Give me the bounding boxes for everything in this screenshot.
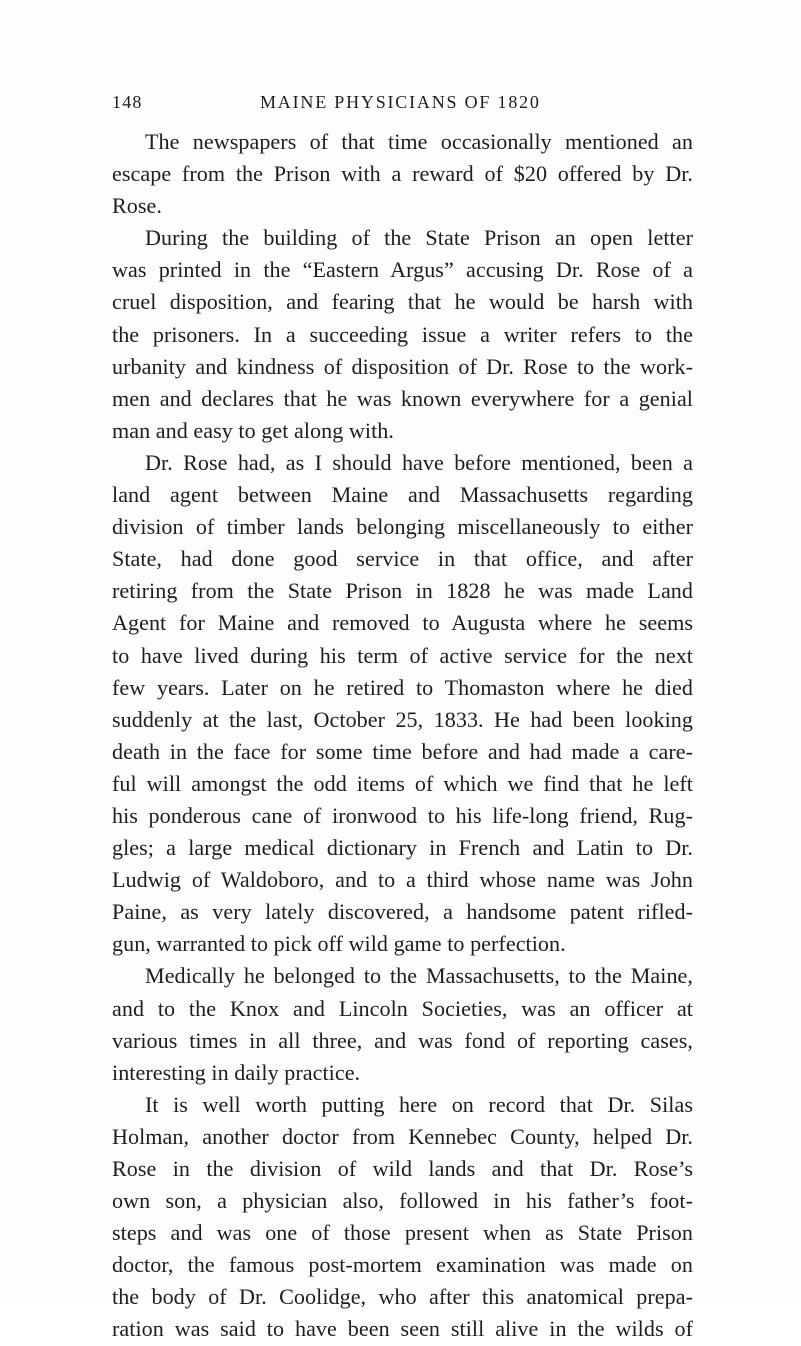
text-line: It is well worth putting here on record that Dr. Silas [145,1091,693,1117]
text-line: the prisoners. In a succeeding issue a writer refers to the [112,321,693,347]
text-line: interesting in daily practice. [112,1059,361,1085]
text-line: man and easy to get along with. [112,417,394,443]
text-line: men and declares that he was known everywhere for a genial [112,385,693,411]
text-line: Ludwig of Waldoboro, and to a third whose name was John [112,867,693,893]
text-line: gun, warranted to pick off wild game to perfection. [112,931,566,957]
text-line: suddenly at the last, October 25, 1833. He had been looking [112,706,693,732]
text-line: and to the Knox and Lincoln Societies, was an officer at [112,995,693,1021]
text-line: doctor, the famous post-mortem examination was made on [112,1252,693,1278]
text-line: Medically he belonged to the Massachusetts, to the Maine, [145,963,693,989]
page-title: MAINE PHYSICIANS OF 1820 [260,92,541,112]
text-line: to have lived during his term of active service for the next [112,642,693,668]
page-number: 148 [112,92,143,112]
text-line: State, had done good service in that office, and after [112,546,693,572]
text-line: The newspapers of that time occasionally mentioned an [145,129,693,154]
text-line: Rose. [112,193,162,219]
text-line: escape from the Prison with a reward of $20 offered by Dr. [112,161,693,187]
text-line: own son, a physician also, followed in his father’s foot- [112,1188,693,1214]
text-line: ration was said to have been seen still alive in the wilds of [112,1316,693,1342]
text-line: steps and was one of those present when as State Prison [112,1220,693,1246]
text-line: few years. Later on he retired to Thomaston where he died [112,674,693,700]
body-text [112,126,693,1346]
text-line: ful will amongst the odd items of which we find that he left [112,770,693,796]
text-line: Dr. Rose had, as I should have before mentioned, been a [145,449,693,475]
text-line: various times in all three, and was fond of reporting cases, [112,1027,693,1053]
text-line: Holman, another doctor from Kennebec County, helped Dr. [112,1123,693,1149]
text-line: gles; a large medical dictionary in French and Latin to Dr. [112,835,693,861]
text-line: death in the face for some time before and had made a care- [112,738,693,764]
text-line: his ponderous cane of ironwood to his life-long friend, Rug- [112,802,693,828]
text-line: division of timber lands belonging miscellaneously to either [112,514,693,540]
text-line: Agent for Maine and removed to Augusta where he seems [112,610,693,636]
text-line: the body of Dr. Coolidge, who after this anatomical prepa- [112,1284,693,1310]
text-line: During the building of the State Prison an open letter [145,225,693,251]
text-line: was printed in the “Eastern Argus” accusing Dr. Rose of a [112,257,693,283]
text-line: Paine, as very lately discovered, a handsome patent rifled- [112,899,693,925]
text-line: land agent between Maine and Massachusetts regarding [112,482,693,508]
running-header [112,92,672,116]
text-line: Rose in the division of wild lands and that Dr. Rose’s [112,1156,693,1181]
text-line: urbanity and kindness of disposition of Dr. Rose to the work- [112,353,693,379]
text-line: cruel disposition, and fearing that he would be harsh with [112,289,693,315]
text-line: retiring from the State Prison in 1828 he was made Land [112,578,693,604]
